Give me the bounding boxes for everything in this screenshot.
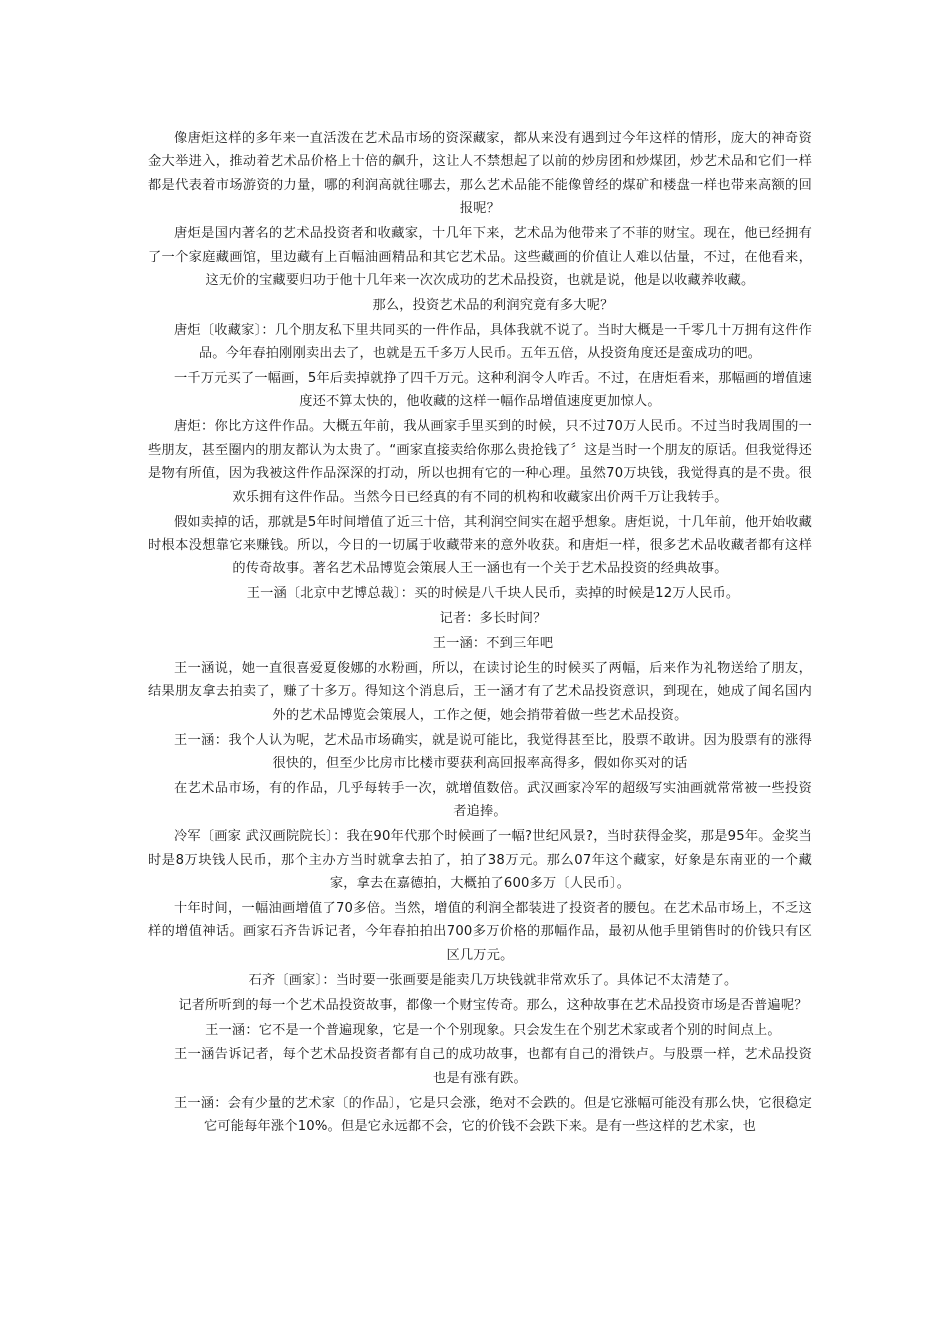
paragraph: 那么，投资艺术品的利润究竟有多大呢？ xyxy=(372,297,614,313)
paragraph: 唐炬〔收藏家〕：几个朋友私下里共同买的一件作品，具体我就不说了。当时大概是一千零几十万拥有这件作品。今年春拍刚刚卖出去了，也就是五千多万人民币。五年五倍，从投资角度还是蛮成功的吧。 xyxy=(174,322,812,362)
paragraph: 记者：多长时间？ xyxy=(439,611,547,627)
paragraph: 在艺术品市场，有的作品，几乎每转手一次，就增值数倍。武汉画家冷军的超级写实油画就常常被一些投资者追捧。 xyxy=(174,780,812,820)
paragraph: 王一涵：会有少量的艺术家〔的作品〕，它是只会涨，绝对不会跌的。但是它涨幅可能没有那么快，它很稳定它可能每年涨个10%。但是它永远都不会，它的价钱不会跌下来。是有一些这样的艺术家，也 xyxy=(174,1095,812,1135)
paragraph: 冷军〔画家 武汉画院院长〕：我在90年代那个时候画了一幅?世纪风景?，当时获得金奖，那是95年。金奖当时是8万块钱人民币，那个主办方当时就拿去拍了，拍了38万元。那么07年这个藏家，好象是东南亚的一个藏家，拿去在嘉德拍，大概拍了600多万〔人民币〕。 xyxy=(148,829,812,892)
paragraph: 唐炬：你比方这件作品。大概五年前，我从画家手里买到的时候，只不过70万人民币。不过当时我周围的一些朋友，甚至圈内的朋友都认为太贵了。“画家直接卖给你那么贵抢钱了〞这是当时一个朋友的原话。但我觉得还是物有所值，因为我被这件作品深深的打动，所以也拥有它的一种心理。虽然70万块钱，我觉得真的是不贵。很欢乐拥有这件作品。当然今日已经真的有不同的机构和收藏家出价两千万让我转手。 xyxy=(148,419,812,505)
paragraph: 假如卖掉的话，那就是5年时间增值了近三十倍，其利润空间实在超乎想象。唐炬说，十几年前，他开始收藏时根本没想靠它来赚钱。所以，今日的一切属于收藏带来的意外收获。和唐炬一样，很多艺术品收藏者都有这样的传奇故事。著名艺术品博览会策展人王一涵也有一个关于艺术品投资的经典故事。 xyxy=(148,514,812,577)
paragraph: 王一涵：不到三年吧 xyxy=(432,636,554,652)
paragraph: 王一涵：我个人认为呢，艺术品市场确实，就是说可能比，我觉得甚至比，股票不敢讲。因为股票有的涨得很快的，但至少比房市比楼市要获利高回报率高得多，假如你买对的话 xyxy=(174,732,812,772)
paragraph: 石齐〔画家〕：当时要一张画要是能卖几万块钱就非常欢乐了。具体记不太清楚了。 xyxy=(248,972,738,988)
paragraph: 像唐炬这样的多年来一直活泼在艺术品市场的资深藏家，都从来没有遇到过今年这样的情形，庞大的神奇资金大举进入，推动着艺术品价格上十倍的飙升，这让人不禁想起了以前的炒房团和炒煤团，炒艺术品和它们一样都是代表着市场游资的力量，哪的利润高就往哪去，那么艺术品能不能像曾经的煤矿和楼盘一样也带来高额的回报呢？ xyxy=(148,131,812,217)
paragraph: 记者所听到的每一个艺术品投资故事，都像一个财宝传奇。那么，这种故事在艺术品投资市场是否普遍呢？ xyxy=(178,997,808,1013)
paragraph: 王一涵〔北京中艺博总裁〕：买的时候是八千块人民币，卖掉的时候是12万人民币。 xyxy=(246,586,740,602)
document-page xyxy=(148,127,812,1140)
paragraph: 十年时间，一幅油画增值了70多倍。当然，增值的利润全都装进了投资者的腰包。在艺术品市场上，不乏这样的增值神话。画家石齐告诉记者，今年春拍拍出700多万价格的那幅作品，最初从他手里销售时的价钱只有区区几万元。 xyxy=(148,901,812,963)
paragraph: 唐炬是国内著名的艺术品投资者和收藏家，十几年下来，艺术品为他带来了不菲的财宝。现在，他已经拥有了一个家庭藏画馆，里边藏有上百幅油画精品和其它艺术品。这些藏画的价值让人难以估量，不过，在他看来，这无价的宝藏要归功于他十几年来一次次成功的艺术品投资，也就是说，他是以收藏养收藏。 xyxy=(148,226,812,288)
paragraph: 一千万元买了一幅画，5年后卖掉就挣了四千万元。这种利润令人咋舌。不过，在唐炬看来，那幅画的增值速度还不算太快的，他收藏的这样一幅作品增值速度更加惊人。 xyxy=(174,371,812,410)
paragraph: 王一涵告诉记者，每个艺术品投资者都有自己的成功故事，也都有自己的滑铁卢。与股票一样，艺术品投资也是有涨有跌。 xyxy=(174,1047,812,1086)
paragraph: 王一涵说，她一直很喜爱夏俊娜的水粉画，所以，在读讨论生的时候买了两幅，后来作为礼物送给了朋友，结果朋友拿去拍卖了，赚了十多万。得知这个消息后，王一涵才有了艺术品投资意识，到现在，她成了闻名国内外的艺术品博览会策展人，工作之便，她会捎带着做一些艺术品投资。 xyxy=(148,660,812,723)
paragraph: 王一涵：它不是一个普遍现象，它是一个个别现象。只会发生在个别艺术家或者个别的时间点上。 xyxy=(205,1022,781,1038)
